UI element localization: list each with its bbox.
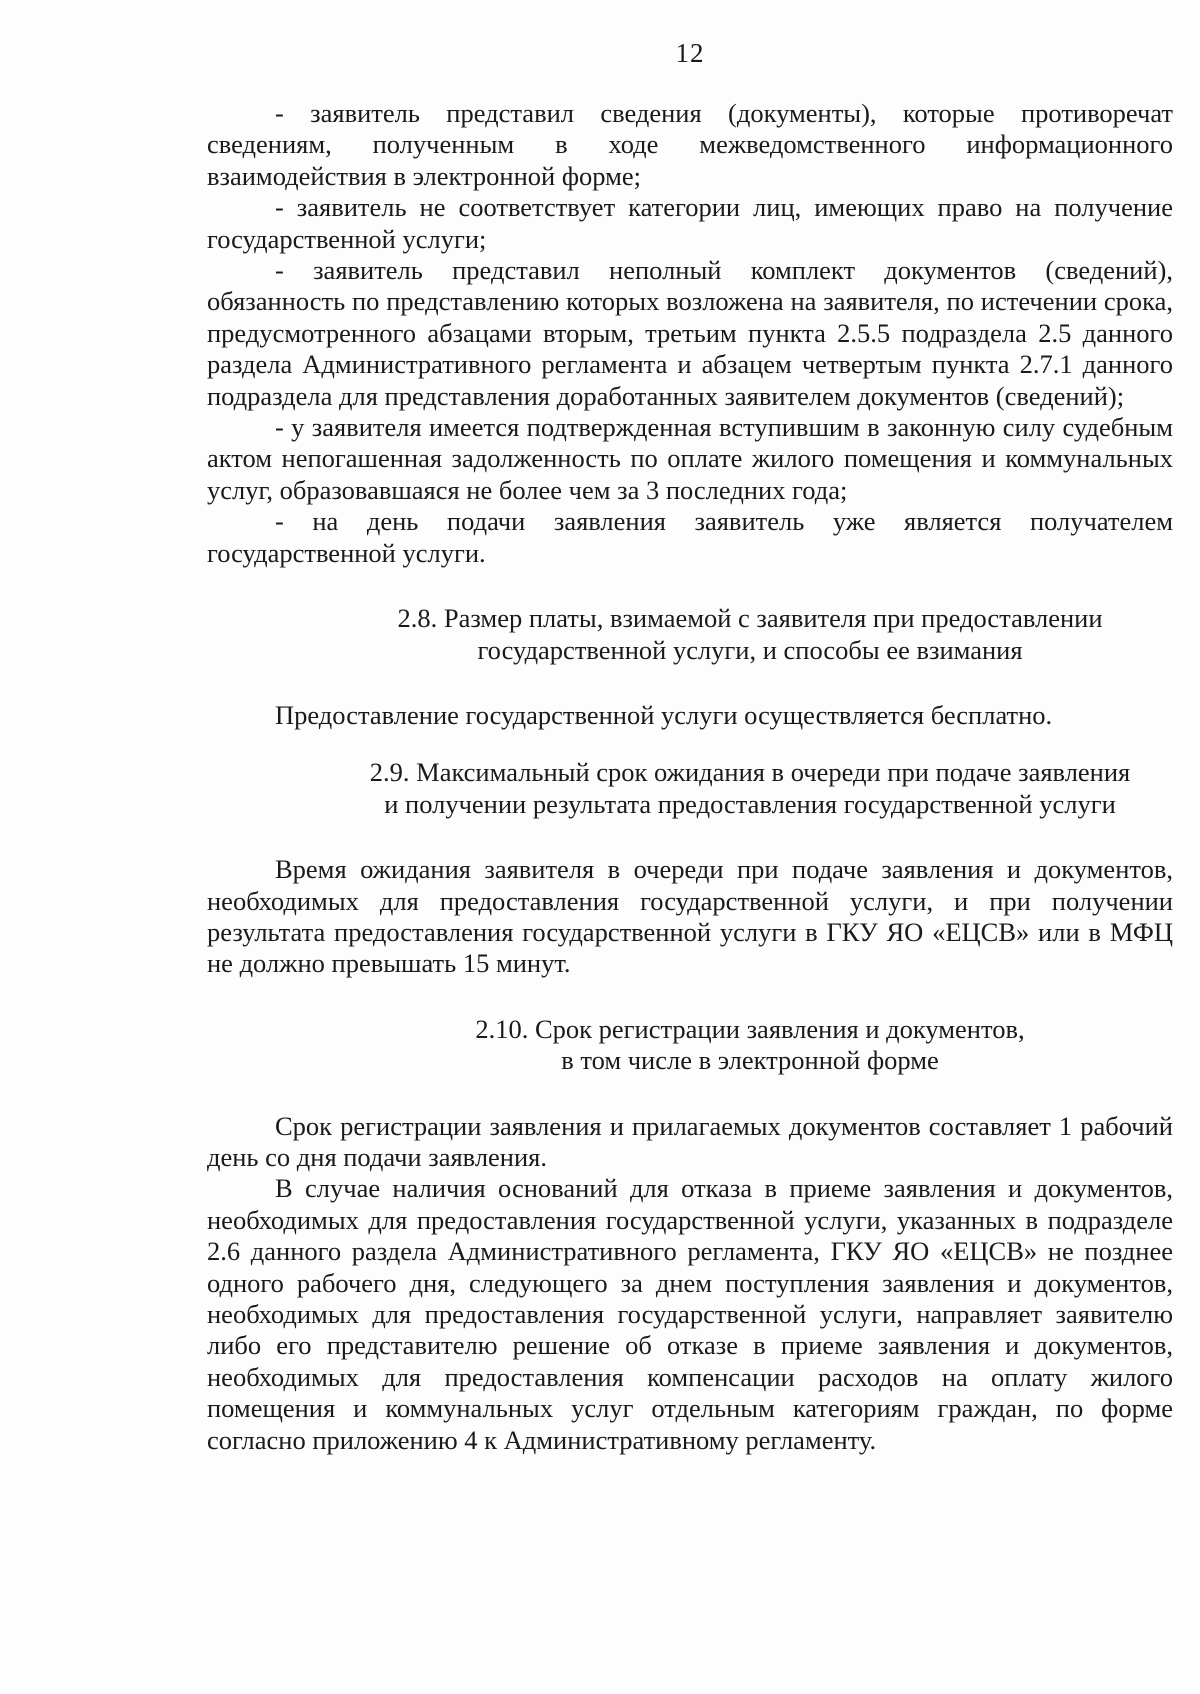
paragraph-already-recipient: - на день подачи заявления заявитель уже является получателем государственной услуги.: [207, 506, 1173, 568]
spacer: [207, 666, 1173, 700]
paragraph-debt: - у заявителя имеется подтвержденная вступившим в законную силу судебным актом непогашенная задолженность по оплате жилого помещения и коммунальных услуг, образовавшаяся не более чем за 3 последних года;: [207, 412, 1173, 505]
paragraph-refusal-grounds: В случае наличия оснований для отказа в приеме заявления и документов, необходимых для предоставления государственной услуги, указанных в подразделе 2.6 данного раздела Административного регламента, ГКУ ЯО «ЕЦСВ» не позднее одного рабочего дня, следующего за днем поступления заявления и документов, необходимых для предоставления государственной услуги, направляет заявителю либо его представителю решение об отказе в приеме заявления и документов, необходимых для предоставления компенсации расходов на оплату жилого помещения и коммунальных услуг отдельным категориям граждан, по форме согласно приложению 4 к Административному регламенту.: [207, 1173, 1173, 1455]
section-heading-2-9: [207, 757, 1173, 820]
heading-line: 2.9. Максимальный срок ожидания в очереди при подаче заявления: [369, 757, 1131, 788]
heading-line: и получении результата предоставления государственной услуги: [384, 788, 1116, 819]
paragraph-free-of-charge: Предоставление государственной услуги осуществляется бесплатно.: [275, 699, 1053, 730]
section-heading-2-8: [207, 603, 1173, 666]
paragraph-not-eligible: - заявитель не соответствует категории лиц, имеющих право на получение государственной услуги;: [207, 192, 1173, 254]
heading-line: в том числе в электронной форме: [561, 1045, 939, 1076]
spacer: [207, 980, 1173, 1014]
paragraph-contradicting-info: - заявитель представил сведения (документы), которые противоречат сведениям, полученным в ходе межведомственного информационного взаимодействия в электронной форме;: [207, 98, 1173, 191]
heading-line: 2.8. Размер платы, взимаемой с заявителя при предоставлении: [397, 603, 1103, 634]
paragraph-registration-term: Срок регистрации заявления и прилагаемых документов составляет 1 рабочий день со дня подачи заявления.: [207, 1110, 1173, 1172]
heading-line: государственной услуги, и способы ее взимания: [477, 634, 1023, 665]
spacer: [207, 1077, 1173, 1111]
paragraph-incomplete-docs: - заявитель представил неполный комплект документов (сведений), обязанность по представлению которых возложена на заявителя, по истечении срока, предусмотренного абзацами вторым, третьим пункта 2.5.5 подраздела 2.5 данного раздела Административного регламента и абзацем четвертым пункта 2.7.1 данного подраздела для представления доработанных заявителем документов (сведений);: [207, 255, 1173, 411]
spacer: [207, 820, 1173, 854]
heading-line: 2.10. Срок регистрации заявления и документов,: [475, 1013, 1025, 1044]
page-number: 12: [675, 38, 705, 68]
paragraph-waiting-time: Время ожидания заявителя в очереди при подаче заявления и документов, необходимых для предоставления государственной услуги, и при получении результата предоставления государственной услуги в ГКУ ЯО «ЕЦСВ» или в МФЦ не должно превышать 15 минут.: [207, 854, 1173, 979]
document-body: [207, 98, 1173, 1456]
spacer: [207, 731, 1173, 757]
spacer: [207, 569, 1173, 603]
section-heading-2-10: [207, 1014, 1173, 1077]
